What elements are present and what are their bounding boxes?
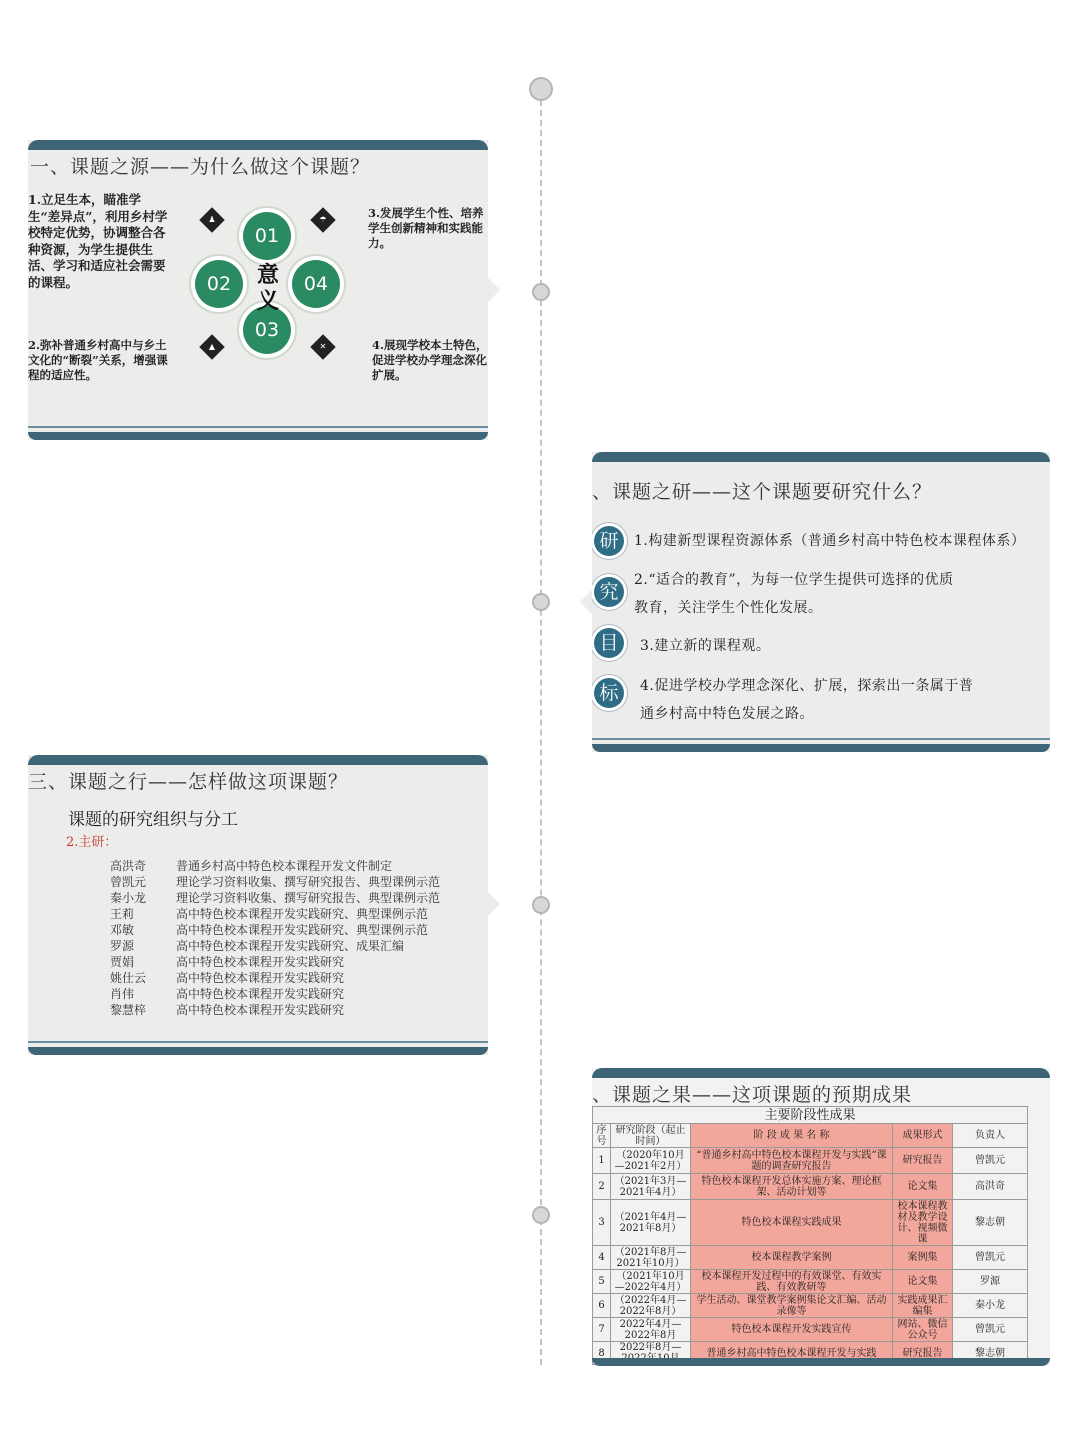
goal-2-cont: 教育，关注学生个性化发展。 [634, 600, 823, 616]
cell-form: 研究报告 [893, 1342, 953, 1365]
timeline-node-1 [532, 283, 550, 301]
cell-form: 研究报告 [893, 1148, 953, 1174]
cell-form: 案例集 [893, 1246, 953, 1270]
circle-02: 02 [195, 260, 243, 308]
member-row [110, 922, 428, 938]
mark-yan: 研 [594, 526, 624, 556]
card-top-bar [592, 1068, 1050, 1078]
member-duty: 普通乡村高中特色校本课程开发文件制定 [176, 859, 393, 873]
cell-no: 2 [593, 1174, 611, 1200]
cell-name: 校本课程开发过程中的有效课堂、有效实践、有效教研等 [691, 1270, 893, 1294]
card-bottom-bar [28, 432, 488, 440]
member-row [110, 938, 404, 954]
member-name: 曾凯元 [110, 875, 147, 889]
slide-title: 、课题之果——这项课题的预期成果 [592, 1084, 913, 1106]
cell-name: 校本课程教学案例 [691, 1246, 893, 1270]
member-duty: 高中特色校本课程开发实践研究 [176, 955, 345, 969]
point-1-text: 1.立足生本，瞄准学生“差异点”，利用乡村学校特定优势，协调整合各种资源，为学生提供生活、学习和适应社会需要的课程。 [28, 192, 168, 290]
goal-1: 1.构建新型课程资源体系（普通乡村高中特色校本课程体系） [634, 533, 1026, 549]
cell-period: （2021年10月—2022年4月） [611, 1270, 691, 1294]
member-row [110, 954, 344, 970]
member-name: 黎慧梓 [110, 1003, 147, 1017]
member-name: 肖伟 [110, 987, 135, 1001]
circle-04: 04 [292, 260, 340, 308]
slide-title: 三、课题之行——怎样做这项课题？ [28, 771, 349, 793]
mark-jiu: 究 [594, 577, 624, 607]
card-bottom-bar [592, 744, 1050, 752]
member-duty: 高中特色校本课程开发实践研究、典型课例示范 [176, 907, 429, 921]
slide-title: 、课题之研——这个课题要研究什么？ [592, 481, 933, 503]
circle-01: 01 [243, 212, 291, 260]
member-name: 姚仕云 [110, 971, 147, 985]
card3-pointer [488, 892, 500, 916]
cell-period: （2020年10月—2021年2月） [611, 1148, 691, 1174]
circle-03: 03 [243, 306, 291, 354]
goal-3: 3.建立新的课程观。 [640, 638, 771, 654]
cell-no: 4 [593, 1246, 611, 1270]
member-duty: 高中特色校本课程开发实践研究 [176, 1003, 345, 1017]
cell-name: 特色校本课程开发总体实施方案、理论框架、活动计划等 [691, 1174, 893, 1200]
member-duty: 高中特色校本课程开发实践研究 [176, 971, 345, 985]
table-row [593, 1246, 1028, 1270]
cell-form: 实践成果汇编集 [893, 1294, 953, 1318]
center-char-yi2: 义 [256, 288, 279, 314]
header-name: 阶 段 成 果 名 称 [691, 1124, 893, 1148]
card-top-bar [28, 755, 488, 765]
cell-form: 网站、微信公众号 [893, 1318, 953, 1342]
cell-owner: 曾凯元 [953, 1318, 1028, 1342]
cell-form: 论文集 [893, 1270, 953, 1294]
main-research-label: 2.主研： [66, 835, 118, 850]
cell-name: “普通乡村高中特色校本课程开发与实践”课题的调查研究报告 [691, 1148, 893, 1174]
cell-no: 6 [593, 1294, 611, 1318]
slide-card-results [592, 1068, 1050, 1366]
slide-title: 一、课题之源——为什么做这个课题？ [30, 156, 371, 178]
member-duty: 高中特色校本课程开发实践研究、典型课例示范 [176, 923, 429, 937]
member-row [110, 890, 440, 906]
cell-form: 论文集 [893, 1174, 953, 1200]
tools-icon: ✕ [310, 334, 335, 359]
member-name: 高洪奇 [110, 859, 147, 873]
cell-period: 2022年8月— [611, 1342, 691, 1365]
cell-no: 3 [593, 1200, 611, 1246]
member-name: 邓敏 [110, 923, 135, 937]
goal-4-cont: 通乡村高中特色发展之路。 [640, 706, 814, 722]
member-duty: 高中特色校本课程开发实践研究 [176, 987, 345, 1001]
cell-no: 1 [593, 1148, 611, 1174]
card-bottom-bar [592, 1358, 1050, 1366]
card-bottom-line [28, 426, 488, 428]
cell-owner: 秦小龙 [953, 1294, 1028, 1318]
timeline-node-2 [532, 593, 550, 611]
point-2-text: 2.弥补普通乡村高中与乡土文化的“断裂”关系，增强课程的适应性。 [28, 338, 168, 382]
member-duty: 高中特色校本课程开发实践研究、成果汇编 [176, 939, 405, 953]
cell-no: 7 [593, 1318, 611, 1342]
cell-name: 普通乡村高中特色校本课程开发与实践 [691, 1342, 893, 1365]
timeline-node-3 [532, 896, 550, 914]
cell-name: 特色校本课程开发实践宣传 [691, 1318, 893, 1342]
member-row [110, 874, 440, 890]
header-period: 研究阶段（起止时间） [611, 1124, 691, 1148]
member-row [110, 1002, 344, 1018]
cell-form: 校本课程教材及教学设计、视频微课 [893, 1200, 953, 1246]
header-form: 成果形式 [893, 1124, 953, 1148]
header-owner: 负责人 [953, 1124, 1028, 1148]
cell-period: （2021年4月—2021年8月） [611, 1200, 691, 1246]
member-name: 秦小龙 [110, 891, 147, 905]
slide-card-origin [28, 140, 488, 440]
table-row [593, 1270, 1028, 1294]
people-icon: ♟ [199, 207, 224, 232]
cell-period: （2022年4月—2022年8月） [611, 1294, 691, 1318]
table-row [593, 1294, 1028, 1318]
org-subtitle: 课题的研究组织与分工 [68, 810, 238, 830]
umbrella-icon: ☂ [310, 207, 335, 232]
cell-no: 5 [593, 1270, 611, 1294]
point-4-text: 4.展现学校本土特色，促进学校办学理念深化扩展。 [372, 338, 488, 382]
center-char-yi: 意 [256, 262, 279, 288]
timeline-node-top [529, 77, 553, 101]
card1-pointer [488, 278, 500, 302]
table-row [593, 1200, 1028, 1246]
member-row [110, 970, 344, 986]
card-bottom-line [592, 738, 1050, 740]
chart-icon: ▲ [199, 334, 224, 359]
goal-4: 4.促进学校办学理念深化、扩展，探索出一条属于普 [640, 678, 974, 694]
cell-no: 8 [593, 1342, 611, 1365]
cell-owner: 高洪奇 [953, 1174, 1028, 1200]
cell-period: （2021年3月—2021年4月） [611, 1174, 691, 1200]
member-name: 贾娟 [110, 955, 135, 969]
card-bottom-bar [28, 1047, 488, 1055]
member-row [110, 906, 428, 922]
table-row [593, 1174, 1028, 1200]
cell-owner: 曾凯元 [953, 1246, 1028, 1270]
header-no: 序号 [593, 1124, 611, 1148]
table-caption: 主要阶段性成果 [593, 1107, 1028, 1124]
slide-card-research [592, 452, 1050, 752]
member-duty: 理论学习资料收集、撰写研究报告、典型课例示范 [176, 875, 441, 889]
cell-owner: 黎志朝 [953, 1200, 1028, 1246]
table-row [593, 1318, 1028, 1342]
member-duty: 理论学习资料收集、撰写研究报告、典型课例示范 [176, 891, 441, 905]
member-row [110, 986, 344, 1002]
cell-owner: 曾凯元 [953, 1148, 1028, 1174]
member-name: 罗源 [110, 939, 135, 953]
cell-owner: 罗源 [953, 1270, 1028, 1294]
results-table [592, 1106, 1028, 1365]
card-top-bar [28, 140, 488, 150]
cell-period: （2021年8月—2021年10月） [611, 1246, 691, 1270]
card-bottom-line [28, 1041, 488, 1043]
point-3-text: 3.发展学生个性、培养学生创新精神和实践能力。 [368, 206, 484, 250]
member-name: 王莉 [110, 907, 135, 921]
cell-period: 2022年4月—2022年8月 [611, 1318, 691, 1342]
table-row [593, 1148, 1028, 1174]
timeline-node-4 [532, 1206, 550, 1224]
member-row [110, 858, 392, 874]
card2-pointer [580, 590, 592, 614]
mark-mu: 目 [594, 628, 624, 658]
cell-owner: 黎志朝 [953, 1342, 1028, 1365]
card-top-bar [592, 452, 1050, 462]
mark-biao: 标 [594, 678, 624, 708]
slide-card-action [28, 755, 488, 1055]
cell-name: 学生活动、课堂教学案例集论文汇编、活动录像等 [691, 1294, 893, 1318]
cell-name: 特色校本课程实践成果 [691, 1200, 893, 1246]
goal-2: 2.“适合的教育”，为每一位学生提供可选择的优质 [634, 572, 954, 588]
